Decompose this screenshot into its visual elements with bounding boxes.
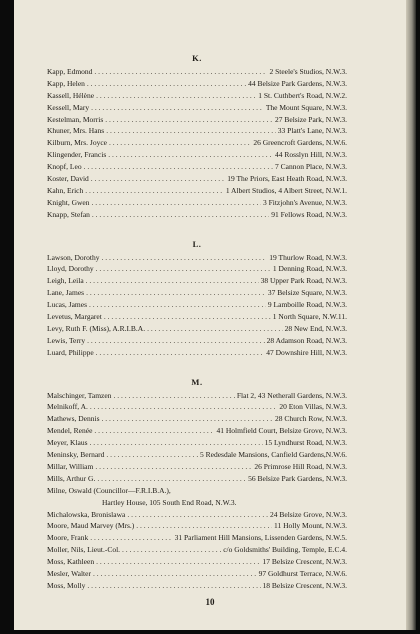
entry-name: Malschinger, Tamzen (47, 390, 112, 400)
dot-leader (86, 275, 259, 287)
entry-name: Leigh, Leila (47, 276, 84, 286)
list-item (47, 473, 347, 485)
list-item (47, 263, 347, 275)
list-item (47, 556, 347, 568)
entry-address: 24 Belsize Grove, N.W.3. (270, 509, 347, 519)
entry-address: 20 Eton Villas, N.W.3. (279, 402, 347, 412)
entry-name: Melnikoff, A. (47, 402, 88, 412)
dot-leader (84, 161, 273, 173)
list-item (47, 275, 347, 287)
entry-name: Knapp, Stefan (47, 209, 90, 219)
entry-address: 9 Lamboille Road, N.W.3. (267, 300, 347, 310)
dot-leader (113, 390, 234, 402)
list-item (47, 461, 347, 473)
section-k (47, 50, 347, 221)
entry-address: 1 St. Cuthbert's Road, N.W.2. (258, 90, 347, 100)
list-item (47, 209, 347, 221)
dot-leader (85, 185, 224, 197)
entry-address: 15 Lyndhurst Road, N.W.3. (264, 438, 347, 448)
entry-name: Levetus, Margaret (47, 312, 102, 322)
dot-leader (147, 323, 282, 335)
entry-address: 1 North Square, N.W.11. (272, 312, 347, 322)
dot-leader (87, 580, 260, 592)
dot-leader (96, 347, 265, 359)
entry-name: Klingender, Francis (47, 150, 107, 160)
entry-address: The Mount Square, N.W.3. (265, 102, 347, 112)
dot-leader (92, 209, 269, 221)
list-item (47, 425, 347, 437)
entry-name: Mathews, Dennis (47, 414, 100, 424)
entry-name: Khuner, Mrs. Hans (47, 126, 105, 136)
dot-leader (94, 66, 267, 78)
page-number: 10 (205, 597, 215, 607)
list-item (47, 137, 347, 149)
dot-leader (104, 311, 271, 323)
entry-address: 5 Redesdale Mansions, Canfield Gardens,N.W.6. (200, 450, 347, 460)
entry-name: Moss, Molly (47, 580, 86, 590)
dot-leader (105, 114, 273, 126)
list-item (47, 401, 347, 413)
entry-address: c/o Goldsmiths' Building, Temple, E.C.4. (223, 545, 347, 555)
entry-name: Koster, David (47, 174, 89, 184)
list-item (47, 580, 347, 592)
section-l (47, 236, 347, 359)
list-item (47, 66, 347, 78)
dot-leader (96, 263, 271, 275)
entry-name: Milne, Oswald (Councillor—F.R.I.B.A.), (47, 485, 171, 495)
dot-leader (90, 532, 172, 544)
entry-name: Kilburn, Mrs. Joyce (47, 138, 107, 148)
entry-name: Kapp, Edmond (47, 67, 93, 76)
entry-address: 27 Belsize Park, N.W.3. (274, 114, 347, 124)
entry-name: Kapp, Helen (47, 78, 85, 88)
dot-leader (87, 78, 246, 90)
list-item (47, 390, 347, 402)
list-item (47, 520, 347, 532)
dot-leader (91, 102, 264, 114)
list-item (47, 197, 347, 209)
dot-leader (96, 90, 256, 102)
entry-address: 26 Primrose Hill Road, N.W.3. (254, 461, 347, 471)
entry-address-continued: Hartley House, 105 South End Road, N.W.3. (102, 497, 237, 507)
section-spacer (47, 359, 347, 374)
entry-address: 37 Belsize Square, N.W.3. (267, 288, 347, 298)
entry-address: 19 The Priors, East Heath Road, N.W.3. (227, 174, 347, 184)
dot-leader (122, 544, 221, 556)
entry-name: Knight, Gwen (47, 197, 90, 207)
list-item (47, 311, 347, 323)
list-item (47, 102, 347, 114)
entry-name: Mendel, Renée (47, 426, 93, 436)
entry-address: 44 Rosslyn Hill, N.W.3. (274, 150, 347, 160)
dot-leader (108, 149, 273, 161)
entry-name: Kessell, Mary (47, 102, 90, 112)
list-item (47, 485, 347, 497)
list-item (47, 449, 347, 461)
entry-address: 56 Belsize Park Gardens, N.W.3. (248, 473, 347, 483)
list-item (47, 509, 347, 521)
entry-address: 41 Holmfield Court, Belsize Grove, N.W.3. (216, 426, 347, 436)
entry-name: Levy, Ruth F. (Miss), A.R.I.B.A. (47, 323, 146, 333)
section-heading: K. (192, 53, 202, 63)
entry-address: 3 Fitzjohn's Avenue, N.W.3. (262, 197, 347, 207)
list-item (47, 299, 347, 311)
entry-address: 18 Belsize Crescent, N.W.3. (262, 580, 347, 590)
entry-address: 1 Albert Studios, 4 Albert Street, N.W.1. (225, 185, 347, 195)
list-item (47, 78, 347, 90)
dot-leader (96, 556, 260, 568)
dot-leader (109, 137, 251, 149)
dot-leader (102, 413, 274, 425)
entry-address: 31 Parliament Hill Mansions, Lissenden Gardens, N.W.5. (174, 533, 347, 543)
list-item (47, 497, 347, 509)
entry-address: 91 Fellows Road, N.W.3. (271, 209, 347, 219)
entry-name: Millar, William (47, 461, 94, 471)
dot-leader (90, 401, 277, 413)
entry-address: 97 Goldhurst Terrace, N.W.6. (258, 568, 347, 578)
list-item (47, 347, 347, 359)
section-heading: L. (192, 238, 202, 249)
entry-name: Moss, Kathleen (47, 557, 95, 567)
entry-address: 19 Thurlow Road, N.W.3. (269, 252, 347, 262)
dot-leader (89, 299, 266, 311)
entry-address: 1 Denning Road, N.W.3. (272, 264, 347, 274)
entry-address: 44 Belsize Park Gardens, N.W.3. (248, 78, 347, 88)
dot-leader (92, 197, 261, 209)
entry-address: 2 Steele's Studios, N.W.3. (269, 67, 347, 76)
list-item (47, 149, 347, 161)
entry-address: 17 Belsize Crescent, N.W.3. (262, 557, 347, 567)
dot-leader (91, 173, 225, 185)
entry-address: Flat 2, 43 Netherall Gardens, N.W.3. (236, 390, 347, 400)
entry-address: 28 New End, N.W.3. (284, 323, 347, 333)
list-item (47, 90, 347, 102)
dot-leader (86, 287, 266, 299)
dot-leader (106, 449, 198, 461)
dot-leader (94, 425, 214, 437)
dot-leader (87, 335, 265, 347)
entry-name: Luard, Philippe (47, 347, 94, 357)
list-item (47, 323, 347, 335)
list-item (47, 568, 347, 580)
list-item (47, 413, 347, 425)
entry-name: Kassell, Hélène (47, 90, 95, 100)
entry-name: Lloyd, Dorothy (47, 264, 94, 274)
page-edge (406, 0, 416, 630)
dot-leader (90, 437, 263, 449)
list-item (47, 161, 347, 173)
entry-address: 26 Greencroft Gardens, N.W.6. (253, 138, 347, 148)
entry-address: 47 Downshire Hill, N.W.3. (266, 347, 347, 357)
entry-address: 38 Upper Park Road, N.W.3. (260, 276, 347, 286)
entry-name: Kestelman, Morris (47, 114, 104, 124)
list-item (47, 532, 347, 544)
entry-name: Meninsky, Bernard (47, 450, 105, 460)
dot-leader (127, 509, 268, 521)
list-item (47, 114, 347, 126)
directory-listing (47, 50, 347, 592)
entry-name: Knopf, Leo (47, 162, 82, 172)
list-item (47, 437, 347, 449)
entry-address: 28 Church Row, N.W.3. (275, 414, 347, 424)
list-item (47, 125, 347, 137)
list-item (47, 544, 347, 556)
entry-address: 33 Platt's Lane, N.W.3. (277, 126, 347, 136)
dot-leader (102, 252, 268, 264)
entry-name: Lucas, James (47, 300, 87, 310)
entry-name: Michalowska, Bronislawa (47, 509, 126, 519)
dot-leader (136, 520, 272, 532)
entry-name: Moore, Maud Marvey (Mrs.) (47, 521, 135, 531)
list-item (47, 185, 347, 197)
entry-name: Meyer, Klaus (47, 438, 88, 448)
entry-name: Lewis, Terry (47, 335, 86, 345)
entry-name: Moore, Frank (47, 533, 89, 543)
section-m (47, 374, 347, 592)
section-heading: M. (191, 376, 203, 387)
dot-leader (106, 125, 276, 137)
entry-name: Lane, James (47, 288, 85, 298)
entry-name: Mesler, Walter (47, 568, 91, 578)
entry-name: Kahn, Erich (47, 185, 84, 195)
dot-leader (93, 568, 257, 580)
list-item (47, 335, 347, 347)
list-item (47, 252, 347, 264)
section-spacer (47, 221, 347, 236)
entry-name: Lawson, Dorothy (47, 252, 100, 262)
entry-name: Mills, Arthur G. (47, 473, 96, 483)
entry-address: 7 Cannon Place, N.W.3. (274, 162, 347, 172)
list-item (47, 287, 347, 299)
entry-address: 11 Holly Mount, N.W.3. (274, 521, 347, 531)
dot-leader (95, 461, 252, 473)
dot-leader (97, 473, 246, 485)
entry-address: 28 Adamson Road, N.W.3. (266, 335, 347, 345)
list-item (47, 173, 347, 185)
entry-name: Moller, Nils, Lieut.-Col. (47, 545, 121, 555)
